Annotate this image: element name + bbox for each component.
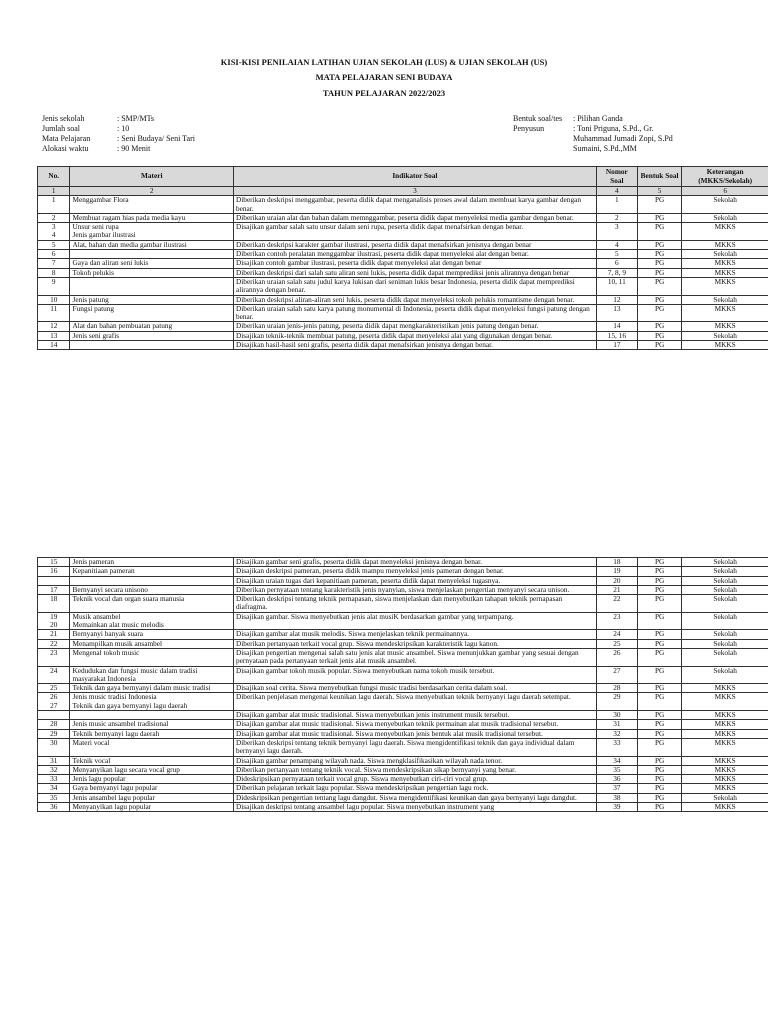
row-no: 33 <box>38 775 70 784</box>
row-indikator: Diberikan deskripsi menggambar, peserta didik dapat menganalisis proses awal dalam membuat karya gambar dengan benar. <box>234 196 597 214</box>
row-keterangan: Sekolah <box>682 630 768 639</box>
row-indikator: Disajikan gambar alat musik melodis. Siswa menjelaskan teknik permainannya. <box>234 630 597 639</box>
row-nomor-soal: 24 <box>596 630 637 639</box>
table-row <box>38 729 768 738</box>
row-nomor-soal: 13 <box>596 304 637 322</box>
row-indikator: Disajikan gambar alat music tradisional. Siswa menyebutkan teknik permainan alat musik tradisional tersebut. <box>234 720 597 729</box>
meta-row <box>42 114 195 124</box>
row-bentuk-soal: PG <box>637 639 681 648</box>
row-no: 22 <box>38 639 70 648</box>
meta-right-block <box>513 114 673 154</box>
column-number: 4 <box>596 187 637 196</box>
kisi-kisi-table-2 <box>37 557 768 812</box>
row-nomor-soal: 27 <box>596 666 637 684</box>
row-keterangan: Sekolah <box>682 648 768 666</box>
row-indikator: Diberikan uraian alat dan bahan dalam memnggambar, peserta didik dapat menyeleksi media gambar dengan benar. <box>234 213 597 222</box>
row-keterangan: MKKS <box>682 775 768 784</box>
row-materi: Musik ansambel Memainkan alat music melodis <box>70 612 234 630</box>
row-bentuk-soal: PG <box>637 250 681 259</box>
table-row <box>38 612 768 630</box>
row-indikator: Dideskripsikan pernyataan terkait vocal grup. Siswa menyebutkan ciri-ciri vocal grup. <box>234 775 597 784</box>
row-bentuk-soal: PG <box>637 567 681 576</box>
row-nomor-soal: 12 <box>596 295 637 304</box>
row-bentuk-soal: PG <box>637 585 681 594</box>
meta-row <box>513 124 673 134</box>
row-no: 14 <box>38 341 70 350</box>
row-keterangan: Sekolah <box>682 666 768 684</box>
header-no: No. <box>38 167 70 187</box>
row-bentuk-soal: PG <box>637 576 681 585</box>
row-materi: Mengenal tokoh music <box>70 648 234 666</box>
row-bentuk-soal: PG <box>637 268 681 277</box>
row-no: 3 4 <box>38 223 70 241</box>
row-bentuk-soal: PG <box>637 630 681 639</box>
row-bentuk-soal: PG <box>637 720 681 729</box>
row-keterangan: Sekolah <box>682 558 768 567</box>
row-bentuk-soal: PG <box>637 693 681 711</box>
meta-key <box>513 144 573 154</box>
row-bentuk-soal: PG <box>637 648 681 666</box>
row-nomor-soal: 30 <box>596 711 637 720</box>
row-no: 19 20 <box>38 612 70 630</box>
row-nomor-soal: 29 <box>596 693 637 711</box>
table-row <box>38 567 768 576</box>
row-materi: Menggambar Flora <box>70 196 234 214</box>
row-bentuk-soal: PG <box>637 322 681 331</box>
meta-key: Jumlah soal <box>42 124 80 133</box>
row-materi <box>70 576 234 585</box>
row-keterangan: Sekolah <box>682 196 768 214</box>
table-row <box>38 223 768 241</box>
row-nomor-soal: 10, 11 <box>596 277 637 295</box>
table-row <box>38 558 768 567</box>
row-bentuk-soal: PG <box>637 196 681 214</box>
row-materi: Alat, bahan dan media gambar ilustrasi <box>70 240 234 249</box>
row-keterangan: MKKS <box>682 803 768 812</box>
row-materi: Jenis seni grafis <box>70 331 234 340</box>
row-nomor-soal: 7, 8, 9 <box>596 268 637 277</box>
row-no: 25 <box>38 684 70 693</box>
table-row <box>38 756 768 765</box>
row-nomor-soal: 23 <box>596 612 637 630</box>
row-indikator: Diberikan uraian jenis-jenis patung, peserta didik dapat mengkarakteristikan jenis patung dengan benar. <box>234 322 597 331</box>
row-materi <box>70 341 234 350</box>
row-bentuk-soal: PG <box>637 684 681 693</box>
row-nomor-soal: 31 <box>596 720 637 729</box>
row-nomor-soal: 34 <box>596 756 637 765</box>
row-materi: Bernyanyi secara unisono <box>70 585 234 594</box>
row-materi: Gaya dan aliran seni lukis <box>70 259 234 268</box>
row-nomor-soal: 33 <box>596 738 637 756</box>
header-nomor-soal: Nomor Soal <box>596 167 637 187</box>
row-indikator: Disajikan pengertian mengenai salah satu jenis alat music ansambel. Siswa menunjukkan gambar yang sesuai dengan pernyataan pada pertanyaan terkait jenis alat musik ansambel. <box>234 648 597 666</box>
table-row <box>38 711 768 720</box>
row-bentuk-soal: PG <box>637 803 681 812</box>
document-title: KISI-KISI PENILAIAN LATIHAN UJIAN SEKOLAH (LUS) & UJIAN SEKOLAH (US) <box>220 57 548 67</box>
row-nomor-soal: 6 <box>596 259 637 268</box>
row-indikator: Disajikan soal cerita. Siswa menyebutkan fungsi music tradisi berdasarkan cerita dalam soal. <box>234 684 597 693</box>
document-year: TAHUN PELAJARAN 2022/2023 <box>322 88 446 98</box>
row-no: 23 <box>38 648 70 666</box>
row-nomor-soal: 5 <box>596 250 637 259</box>
row-nomor-soal: 1 <box>596 196 637 214</box>
row-bentuk-soal: PG <box>637 784 681 793</box>
row-no: 2 <box>38 213 70 222</box>
table-row <box>38 738 768 756</box>
row-no: 31 <box>38 756 70 765</box>
table-row <box>38 341 768 350</box>
row-keterangan: MKKS <box>682 277 768 295</box>
row-bentuk-soal: PG <box>637 213 681 222</box>
row-materi: Kepanitiaan pameran <box>70 567 234 576</box>
row-keterangan: MKKS <box>682 304 768 322</box>
row-no: 17 <box>38 585 70 594</box>
row-indikator: Disajikan gambar penampang wilayah nada. Siswa mengklasifikasikan wilayah nada tenor. <box>234 756 597 765</box>
row-materi: Bernyanyi banyak suara <box>70 630 234 639</box>
row-materi: Gaya bernyanyi lagu popular <box>70 784 234 793</box>
row-bentuk-soal: PG <box>637 240 681 249</box>
row-nomor-soal: 22 <box>596 595 637 613</box>
row-no: 36 <box>38 803 70 812</box>
row-no: 18 <box>38 595 70 613</box>
row-bentuk-soal: PG <box>637 738 681 756</box>
row-nomor-soal: 28 <box>596 684 637 693</box>
row-indikator: Disajikan hasil-hasil seni grafis, peserta didik dapat menafsirkan jenisnya dengan benar. <box>234 341 597 350</box>
row-indikator: Disajikan gambar. Siswa menyebutkan jenis alat musiK berdasarkan gambar yang terpampang. <box>234 612 597 630</box>
table-row <box>38 259 768 268</box>
row-nomor-soal: 25 <box>596 639 637 648</box>
row-nomor-soal: 14 <box>596 322 637 331</box>
row-keterangan: MKKS <box>682 259 768 268</box>
meta-key: Jenis sekolah <box>42 114 85 123</box>
table-row <box>38 250 768 259</box>
meta-key: Mata Pelajaran <box>42 134 91 143</box>
table-row <box>38 295 768 304</box>
row-bentuk-soal: PG <box>637 711 681 720</box>
table-row <box>38 666 768 684</box>
row-materi: Unsur seni rupa Jenis gambar ilustrasi <box>70 223 234 241</box>
table-row <box>38 304 768 322</box>
row-bentuk-soal: PG <box>637 341 681 350</box>
row-no: 35 <box>38 793 70 802</box>
row-no: 24 <box>38 666 70 684</box>
row-bentuk-soal: PG <box>637 756 681 765</box>
meta-key: Penyusun <box>513 124 545 133</box>
row-materi: Teknik vocal <box>70 756 234 765</box>
table-row <box>38 630 768 639</box>
row-bentuk-soal: PG <box>637 793 681 802</box>
row-materi: Jenis music tradisi Indonesia Teknik dan gaya bernyanyi lagu daerah <box>70 693 234 711</box>
row-materi: Teknik dan gaya bernyanyi dalam music tradisi <box>70 684 234 693</box>
meta-row <box>513 134 673 144</box>
row-materi: Menyanyikan lagu secara vocal grup <box>70 765 234 774</box>
column-number: 1 <box>38 187 70 196</box>
row-indikator: Disajikan gambar salah satu unsur dalam seni rupa, peserta didik dapat menafsirkan dengan benar. <box>234 223 597 241</box>
table-row <box>38 639 768 648</box>
row-indikator: Diberikan deskripsi dari salah satu aliran seni lukis, peserta didik dapat memprediksi jenis alirannya dengan benar <box>234 268 597 277</box>
row-keterangan: MKKS <box>682 765 768 774</box>
header-bentuk-soal: Bentuk Soal <box>637 167 681 187</box>
row-no: 16 <box>38 567 70 576</box>
row-indikator: Disajikan uraian tugas dari kepanitiaan pameran, peserta didik dapat menyeleksi tugasnya. <box>234 576 597 585</box>
row-no: 12 <box>38 322 70 331</box>
row-bentuk-soal: PG <box>637 595 681 613</box>
row-keterangan: Sekolah <box>682 567 768 576</box>
row-no: 5 <box>38 240 70 249</box>
row-materi: Materi vocal <box>70 738 234 756</box>
meta-value: : Pilihan Ganda <box>573 114 623 123</box>
row-nomor-soal: 38 <box>596 793 637 802</box>
row-no <box>38 576 70 585</box>
row-indikator: Diberikan pertanyaan terkait vocal grup. Siswa mendeskripsikan karakteristik lagu kanon. <box>234 639 597 648</box>
table-row <box>38 322 768 331</box>
row-indikator: Disajikan teknik-teknik membuat patung, peserta didik dapat menyeleksi alat yang digunakan dengan benar. <box>234 331 597 340</box>
row-materi <box>70 250 234 259</box>
row-no: 11 <box>38 304 70 322</box>
row-keterangan: Sekolah <box>682 250 768 259</box>
row-nomor-soal: 19 <box>596 567 637 576</box>
row-bentuk-soal: PG <box>637 729 681 738</box>
table-row <box>38 576 768 585</box>
row-no <box>38 711 70 720</box>
row-keterangan: MKKS <box>682 240 768 249</box>
header-keterangan: Keterangan (MKKS/Sekolah) <box>682 167 768 187</box>
meta-value: : Toni Priguna, S.Pd., Gr. <box>573 124 654 133</box>
row-no: 10 <box>38 295 70 304</box>
meta-value: Muhammad Jumadi Zopi, S.Pd <box>573 134 673 143</box>
row-materi: Menampilkan musik ansambel <box>70 639 234 648</box>
row-bentuk-soal: PG <box>637 295 681 304</box>
meta-key: Bentuk soal/tes <box>513 114 563 123</box>
meta-row <box>513 114 673 124</box>
row-keterangan: Sekolah <box>682 295 768 304</box>
table-row <box>38 784 768 793</box>
row-no: 6 <box>38 250 70 259</box>
row-nomor-soal: 2 <box>596 213 637 222</box>
row-no: 7 <box>38 259 70 268</box>
row-materi: Jenis lagu popular <box>70 775 234 784</box>
row-materi: Jenis ansambel lagu popular <box>70 793 234 802</box>
header-materi: Materi <box>70 167 234 187</box>
row-bentuk-soal: PG <box>637 277 681 295</box>
row-indikator: Diberikan deskripsi tentang teknik pernapasan, siswa menjelaskan dan menyebutkan tahapan teknik pernapasan diafragma. <box>234 595 597 613</box>
row-materi: Teknik vocal dan organ suara manusia <box>70 595 234 613</box>
row-materi: Jenis patung <box>70 295 234 304</box>
meta-value: : Seni Budaya/ Seni Tari <box>117 134 195 143</box>
meta-row <box>513 144 673 154</box>
row-no: 28 <box>38 720 70 729</box>
row-no: 26 27 <box>38 693 70 711</box>
row-keterangan: Sekolah <box>682 213 768 222</box>
row-keterangan: MKKS <box>682 711 768 720</box>
row-bentuk-soal: PG <box>637 304 681 322</box>
row-keterangan: MKKS <box>682 223 768 241</box>
table-row <box>38 585 768 594</box>
row-indikator: Diberikan uraian salah satu judul karya lukisan dari seniman lukis besar Indonesia, peserta didik dapat memprediksi alirannya dengan benar. <box>234 277 597 295</box>
row-materi <box>70 277 234 295</box>
row-nomor-soal: 21 <box>596 585 637 594</box>
row-bentuk-soal: PG <box>637 558 681 567</box>
document-subject: MATA PELAJARAN SENI BUDAYA <box>315 72 453 82</box>
column-number: 6 <box>682 187 768 196</box>
row-keterangan: Sekolah <box>682 331 768 340</box>
row-materi: Teknik bernyanyi lagu daerah <box>70 729 234 738</box>
meta-value: : 90 Menit <box>117 144 151 153</box>
row-keterangan: MKKS <box>682 729 768 738</box>
row-indikator: Disajikan deskripsi pameran, peserta didik mampu menyeleksi jenis pameran dengan benar. <box>234 567 597 576</box>
row-nomor-soal: 35 <box>596 765 637 774</box>
table-row <box>38 775 768 784</box>
row-keterangan: Sekolah <box>682 793 768 802</box>
row-nomor-soal: 26 <box>596 648 637 666</box>
row-indikator: Diberikan deskripsi tentang teknik bernyanyi lagu daerah. Siswa mengidentifikasi teknik dan gaya individual dalam bernyanyi lagu daerah. <box>234 738 597 756</box>
row-no: 29 <box>38 729 70 738</box>
row-keterangan: MKKS <box>682 341 768 350</box>
meta-row <box>42 134 195 144</box>
row-materi <box>70 711 234 720</box>
row-keterangan: MKKS <box>682 693 768 711</box>
row-nomor-soal: 36 <box>596 775 637 784</box>
row-keterangan: MKKS <box>682 322 768 331</box>
row-no: 15 <box>38 558 70 567</box>
row-nomor-soal: 15, 16 <box>596 331 637 340</box>
table-row <box>38 331 768 340</box>
table-row <box>38 803 768 812</box>
row-indikator: Disajikan gambar alat music tradisional. Siswa menyebutkan jenis bentuk alat musik tradisional tersebut. <box>234 729 597 738</box>
row-indikator: Diberikan pelajaran terkait lagu popular. Siswa mendeskripsikan pengertian lagu rock. <box>234 784 597 793</box>
row-nomor-soal: 3 <box>596 223 637 241</box>
row-indikator: Diberikan pertanyaan tentang teknik vocal. Siswa mendeskripsikan sikap bernyanyi yang benar. <box>234 765 597 774</box>
row-bentuk-soal: PG <box>637 223 681 241</box>
kisi-kisi-table-1 <box>37 166 768 350</box>
row-bentuk-soal: PG <box>637 666 681 684</box>
row-keterangan: Sekolah <box>682 639 768 648</box>
row-materi: Menyanyikan lagu popular <box>70 803 234 812</box>
row-nomor-soal: 17 <box>596 341 637 350</box>
row-bentuk-soal: PG <box>637 259 681 268</box>
row-indikator: Dideskripsikan pengertian tentang lagu dangdut. Siswa mengidentifikasi keunikan dan gaya bernyanyi lagu dangdut. <box>234 793 597 802</box>
row-nomor-soal: 37 <box>596 784 637 793</box>
row-materi: Jenis music ansambel tradisional <box>70 720 234 729</box>
meta-key: Alokasi waktu <box>42 144 89 153</box>
row-indikator: Diberikan penjelasan mengenai keunikan lagu daerah. Siswa menyebutkan teknik bernyanyi lagu daerah setempat. <box>234 693 597 711</box>
meta-value: : 10 <box>117 124 130 133</box>
row-bentuk-soal: PG <box>637 612 681 630</box>
column-number: 2 <box>70 187 234 196</box>
meta-value: Sumaini, S.Pd.,MM <box>573 144 637 153</box>
row-nomor-soal: 39 <box>596 803 637 812</box>
header-indikator: Indikator Soal <box>234 167 597 187</box>
row-no: 1 <box>38 196 70 214</box>
row-materi: Alat dan bahan pembuatan patung <box>70 322 234 331</box>
row-no: 13 <box>38 331 70 340</box>
row-materi: Fungsi patung <box>70 304 234 322</box>
row-materi: Jenis pameran <box>70 558 234 567</box>
table-row <box>38 196 768 214</box>
row-no: 34 <box>38 784 70 793</box>
meta-key <box>513 134 573 144</box>
table-row <box>38 720 768 729</box>
table-row <box>38 595 768 613</box>
meta-row <box>42 124 195 134</box>
table-row <box>38 765 768 774</box>
row-no: 30 <box>38 738 70 756</box>
row-bentuk-soal: PG <box>637 765 681 774</box>
meta-value: : SMP/MTs <box>117 114 155 123</box>
table-row <box>38 213 768 222</box>
row-indikator: Disajikan gambar tokoh musik popular. Siswa menyebutkan nama tokoh musik tersebut. <box>234 666 597 684</box>
row-no: 8 <box>38 268 70 277</box>
meta-left-block <box>42 114 195 154</box>
column-number: 5 <box>637 187 681 196</box>
row-keterangan: Sekolah <box>682 612 768 630</box>
row-indikator: Disajikan deskripsi tentang ansambel lagu popular. Siswa menyebutkan instrument yang <box>234 803 597 812</box>
row-keterangan: Sekolah <box>682 595 768 613</box>
row-keterangan: MKKS <box>682 756 768 765</box>
row-keterangan: MKKS <box>682 684 768 693</box>
row-keterangan: MKKS <box>682 738 768 756</box>
column-number: 3 <box>234 187 597 196</box>
row-indikator: Disajikan contoh gambar ilustrasi, peserta didik dapat menyeleksi alat dengan benar <box>234 259 597 268</box>
row-indikator: Diberikan pernyataan tentang karakteristik jenis nyanyian, siswa menjelaskan pengertian menyanyi secara unison. <box>234 585 597 594</box>
row-indikator: Disajikan gambar seni grafis, peserta didik dapat menyeleksi jenisnya dengan benar. <box>234 558 597 567</box>
row-nomor-soal: 20 <box>596 576 637 585</box>
row-nomor-soal: 18 <box>596 558 637 567</box>
row-no: 21 <box>38 630 70 639</box>
row-bentuk-soal: PG <box>637 331 681 340</box>
row-keterangan: MKKS <box>682 268 768 277</box>
row-indikator: Diberikan contoh peralatan menggambar ilustrasi, peserta didik dapat menyeleksi alat dengan benar. <box>234 250 597 259</box>
row-keterangan: Sekolah <box>682 576 768 585</box>
row-no: 32 <box>38 765 70 774</box>
table-row <box>38 268 768 277</box>
row-indikator: Diberikan deskripsi aliran-aliran seni lukis, peserta didik dapat menyeleksi tokoh pelukis romantisme dengan benar. <box>234 295 597 304</box>
table-row <box>38 277 768 295</box>
row-no: 9 <box>38 277 70 295</box>
row-indikator: Diberikan uraian salah satu karya patung monumental di Indonesia, peserta didik dapat menyeleksi fungsi patung dengan benar. <box>234 304 597 322</box>
table-row <box>38 793 768 802</box>
row-keterangan: Sekolah <box>682 585 768 594</box>
table-row <box>38 648 768 666</box>
row-keterangan: MKKS <box>682 720 768 729</box>
row-materi: Membuat ragam hias pada media kayu <box>70 213 234 222</box>
row-materi: Kedudukan dan fungsi music dalam tradisi masyarakat Indonesia <box>70 666 234 684</box>
row-materi: Tokoh pelukis <box>70 268 234 277</box>
row-bentuk-soal: PG <box>637 775 681 784</box>
row-nomor-soal: 4 <box>596 240 637 249</box>
table-row <box>38 240 768 249</box>
table-row <box>38 684 768 693</box>
table-row <box>38 693 768 711</box>
row-keterangan: MKKS <box>682 784 768 793</box>
row-nomor-soal: 32 <box>596 729 637 738</box>
row-indikator: Disajikan gambar alat music tradisional. Siswa menyebutkan jenis instrument musik tersebut. <box>234 711 597 720</box>
meta-row <box>42 144 195 154</box>
row-indikator: Diberikan deskripsi karakter gambar ilustrasi, peserta didik dapat menafsirkan jenisnya dengan benar <box>234 240 597 249</box>
